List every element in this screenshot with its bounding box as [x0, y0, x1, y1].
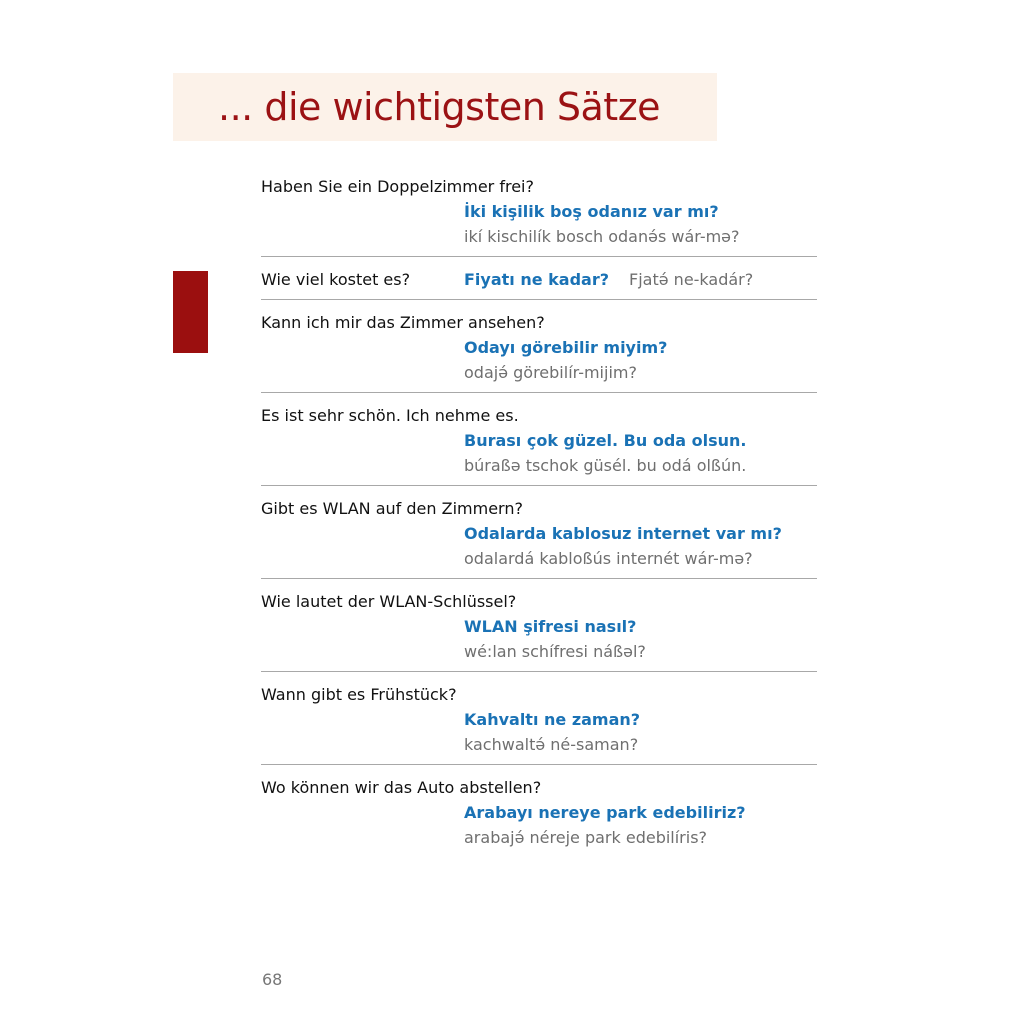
phrase-entry — [261, 174, 817, 257]
translation-block — [261, 707, 817, 757]
turkish-translation: Kahvaltı ne zaman? — [464, 710, 641, 729]
translation-block — [261, 800, 817, 850]
pronunciation: ikí kischilík bosch odanə́s wár-mə? — [464, 227, 740, 246]
inline-phrase-row — [261, 267, 817, 292]
pronunciation: kachwaltə́ né-saman? — [464, 735, 639, 754]
phrase-entry — [261, 496, 817, 579]
phrase-entry — [261, 403, 817, 486]
german-phrase: Es ist sehr schön. Ich nehme es. — [261, 406, 519, 425]
turkish-translation: Odalarda kablosuz internet var mı? — [464, 524, 782, 543]
chapter-marker-tab — [173, 271, 208, 353]
turkish-translation: İki kişilik boş odanız var mı? — [464, 202, 719, 221]
title-band — [173, 73, 717, 141]
german-phrase: Wie viel kostet es? — [261, 270, 411, 289]
german-phrase: Kann ich mir das Zimmer ansehen? — [261, 313, 545, 332]
pronunciation: Fjatə́ ne-kadár? — [629, 270, 754, 289]
german-phrase: Haben Sie ein Doppelzimmer frei? — [261, 177, 534, 196]
phrase-entry — [261, 775, 817, 857]
turkish-translation: Odayı görebilir miyim? — [464, 338, 668, 357]
turkish-translation: Burası çok güzel. Bu oda olsun. — [464, 431, 747, 450]
german-phrase: Wie lautet der WLAN-Schlüssel? — [261, 592, 517, 611]
translation-block — [261, 428, 817, 478]
phrase-entry — [261, 682, 817, 765]
page-number: 68 — [262, 970, 283, 989]
phrase-entry — [261, 589, 817, 672]
pronunciation: búraßə tschok güsél. bu odá olßún. — [464, 456, 747, 475]
translation-block — [261, 335, 817, 385]
german-phrase: Gibt es WLAN auf den Zimmern? — [261, 499, 523, 518]
phrase-entry — [261, 267, 817, 300]
pronunciation: wé:lan schífresi náßəl? — [464, 642, 646, 661]
german-phrase: Wo können wir das Auto abstellen? — [261, 778, 542, 797]
translation-block — [261, 614, 817, 664]
pronunciation: odalardá kabloßús internét wár-mə? — [464, 549, 753, 568]
translation-block — [261, 199, 817, 249]
translation-block — [261, 521, 817, 571]
turkish-translation: Arabayı nereye park edebiliriz? — [464, 803, 746, 822]
turkish-translation: Fiyatı ne kadar? — [464, 270, 610, 289]
page-title: ... die wichtigsten Sätze — [218, 85, 661, 129]
phrase-list — [261, 174, 817, 867]
phrase-entry — [261, 310, 817, 393]
german-phrase: Wann gibt es Frühstück? — [261, 685, 457, 704]
pronunciation: arabajə́ néreje park edebilíris? — [464, 828, 708, 847]
pronunciation: odajə́ görebilír-mijim? — [464, 363, 637, 382]
turkish-translation: WLAN şifresi nasıl? — [464, 617, 637, 636]
